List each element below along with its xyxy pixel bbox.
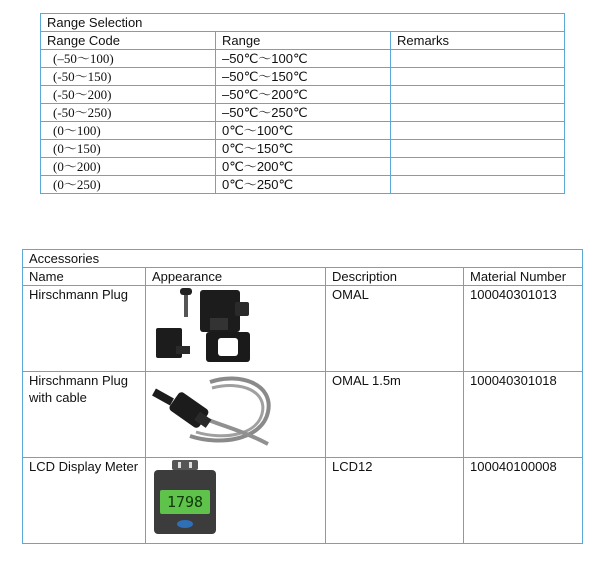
- header-name: Name: [23, 268, 146, 286]
- range-table-title: Range Selection: [41, 14, 565, 32]
- remarks-cell: [391, 158, 565, 176]
- header-range: Range: [216, 32, 391, 50]
- appearance-cell: [146, 458, 326, 544]
- lcd-reading: 1798: [166, 493, 204, 511]
- remarks-cell: [391, 122, 565, 140]
- name-cell: LCD Display Meter: [23, 458, 146, 544]
- header-material-number: Material Number: [464, 268, 583, 286]
- description-cell: OMAL 1.5m: [326, 372, 464, 458]
- header-appearance: Appearance: [146, 268, 326, 286]
- lcd-meter-image: [150, 460, 220, 536]
- range-cell: –50℃～200℃: [216, 86, 391, 104]
- remarks-cell: [391, 86, 565, 104]
- accessories-table-title: Accessories: [23, 250, 583, 268]
- range-code-cell: (0～200): [41, 158, 216, 176]
- material-number-cell: 100040301013: [464, 286, 583, 372]
- accessories-table: [22, 249, 583, 544]
- range-cell: 0℃～150℃: [216, 140, 391, 158]
- header-description: Description: [326, 268, 464, 286]
- range-selection-table: [40, 13, 565, 194]
- table-row: [41, 104, 565, 122]
- description-cell: LCD12: [326, 458, 464, 544]
- table-row: [41, 86, 565, 104]
- range-code-cell: (0～250): [41, 176, 216, 194]
- remarks-cell: [391, 50, 565, 68]
- range-code-cell: (-50～150): [41, 68, 216, 86]
- range-cell: 0℃～100℃: [216, 122, 391, 140]
- header-remarks: Remarks: [391, 32, 565, 50]
- appearance-cell: [146, 372, 326, 458]
- material-number-cell: 100040301018: [464, 372, 583, 458]
- remarks-cell: [391, 176, 565, 194]
- table-row: [23, 286, 583, 372]
- range-code-cell: (0～150): [41, 140, 216, 158]
- range-code-cell: (-50～200): [41, 86, 216, 104]
- table-row: [23, 372, 583, 458]
- name-cell: Hirschmann Plug: [23, 286, 146, 372]
- range-cell: –50℃～100℃: [216, 50, 391, 68]
- range-code-cell: (–50～100): [41, 50, 216, 68]
- remarks-cell: [391, 68, 565, 86]
- table-row: [23, 458, 583, 544]
- header-range-code: Range Code: [41, 32, 216, 50]
- remarks-cell: [391, 104, 565, 122]
- appearance-cell: [146, 286, 326, 372]
- remarks-cell: [391, 140, 565, 158]
- range-cell: –50℃～150℃: [216, 68, 391, 86]
- table-row: [41, 158, 565, 176]
- material-number-cell: 100040100008: [464, 458, 583, 544]
- plug-with-cable-image: [150, 374, 275, 450]
- table-row: [41, 122, 565, 140]
- table-row: [41, 68, 565, 86]
- range-code-cell: (-50～250): [41, 104, 216, 122]
- description-cell: OMAL: [326, 286, 464, 372]
- hirschmann-plug-image: [150, 288, 280, 364]
- name-cell: Hirschmann Plug with cable: [23, 372, 146, 458]
- table-row: [41, 176, 565, 194]
- range-cell: 0℃～250℃: [216, 176, 391, 194]
- table-row: [41, 50, 565, 68]
- range-cell: –50℃～250℃: [216, 104, 391, 122]
- table-row: [41, 140, 565, 158]
- range-cell: 0℃～200℃: [216, 158, 391, 176]
- range-code-cell: (0～100): [41, 122, 216, 140]
